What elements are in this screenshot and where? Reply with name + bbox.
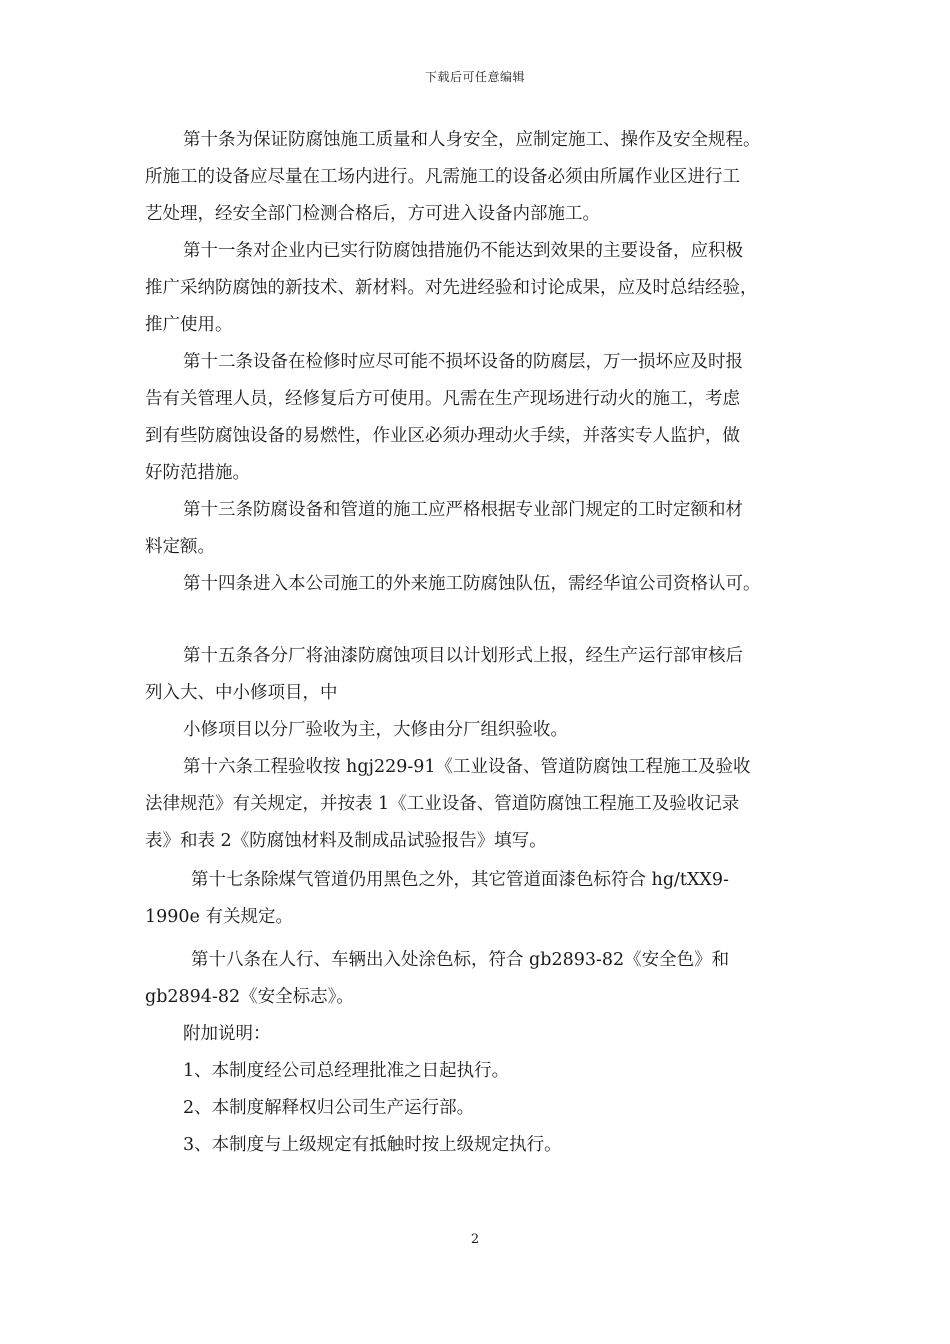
text-line: 所施工的设备应尽量在工场内进行。凡需施工的设备必须由所属作业区进行工 — [145, 167, 740, 187]
text-line: 第十八条在人行、车辆出入处涂色标，符合 gb2893-82《安全色》和 — [191, 950, 730, 970]
text-line: 1990e 有关规定。 — [145, 907, 293, 927]
text-line: 第十一条对企业内已实行防腐蚀措施仍不能达到效果的主要设备，应积极 — [183, 241, 743, 261]
text-line: 第十六条工程验收按 hgj229-91《工业设备、管道防腐蚀工程施工及验收 — [183, 757, 751, 777]
text-line: 列入大、中小修项目，中 — [145, 683, 338, 703]
text-line: 表》和表 2《防腐蚀材料及制成品试验报告》填写。 — [145, 831, 547, 851]
text-line: 第十条为保证防腐蚀施工质量和人身安全，应制定施工、操作及安全规程。 — [183, 130, 761, 150]
text-line: 艺处理，经安全部门检测合格后，方可进入设备内部施工。 — [145, 204, 600, 224]
text-line: 法律规范》有关规定，并按表 1《工业设备、管道防腐蚀工程施工及验收记录 — [145, 794, 740, 814]
text-line: 1、本制度经公司总经理批准之日起执行。 — [183, 1061, 510, 1081]
text-line: 告有关管理人员，经修复后方可使用。凡需在生产现场进行动火的施工，考虑 — [145, 389, 740, 409]
text-line: 料定额。 — [145, 537, 215, 557]
text-line: 2、本制度解释权归公司生产运行部。 — [183, 1098, 475, 1118]
text-line: 附加说明： — [183, 1024, 271, 1044]
page-number: 2 — [470, 1232, 480, 1247]
text-line: 推广采纳防腐蚀的新技术、新材料。对先进经验和讨论成果，应及时总结经验， — [145, 278, 758, 298]
text-line: 第十四条进入本公司施工的外来施工防腐蚀队伍，需经华谊公司资格认可。 — [183, 574, 761, 594]
text-line: 第十七条除煤气管道仍用黑色之外，其它管道面漆色标符合 hg/tXX9- — [191, 870, 729, 890]
text-line: 好防范措施。 — [145, 463, 250, 483]
text-line: 第十三条防腐设备和管道的施工应严格根据专业部门规定的工时定额和材 — [183, 500, 743, 520]
text-line: 第十五条各分厂将油漆防腐蚀项目以计划形式上报，经生产运行部审核后 — [183, 646, 743, 666]
text-line: gb2894-82《安全标志》。 — [145, 987, 354, 1007]
page-header: 下载后可任意编辑 — [424, 70, 525, 84]
text-line: 3、本制度与上级规定有抵触时按上级规定执行。 — [183, 1135, 562, 1155]
text-line: 小修项目以分厂验收为主，大修由分厂组织验收。 — [183, 720, 568, 740]
text-line: 推广使用。 — [145, 315, 233, 335]
text-line: 第十二条设备在检修时应尽可能不损坏设备的防腐层，万一损坏应及时报 — [183, 352, 743, 372]
text-line: 到有些防腐蚀设备的易燃性，作业区必须办理动火手续，并落实专人监护，做 — [145, 426, 740, 446]
